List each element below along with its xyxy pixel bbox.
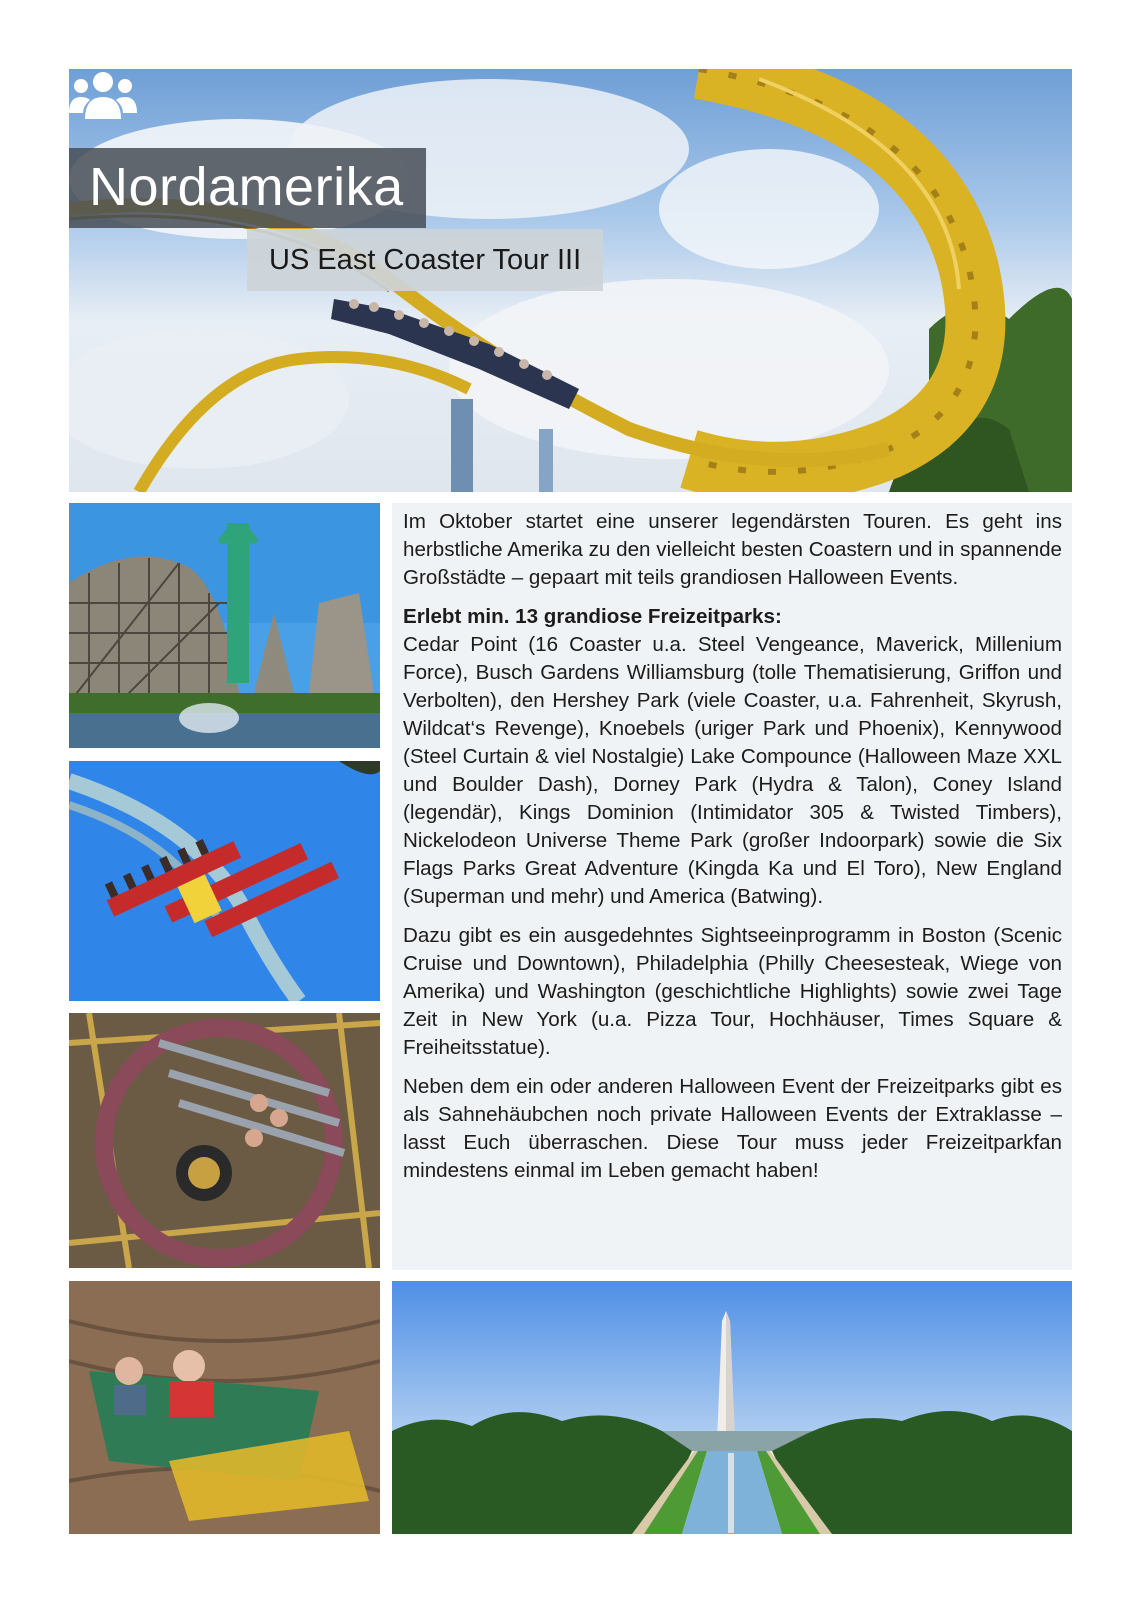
tour-description [392,503,1072,1270]
wooden-coaster-and-tower [69,503,380,748]
spinning-car-riders [69,1281,380,1534]
coaster-train-closeup [69,1013,380,1268]
halloween-paragraph: Neben dem ein oder anderen Halloween Event der Freizeitparks gibt es als Sahnehäubchen noch private Halloween Events der Extraklasse – lasst Euch überraschen. Diese Tour muss jeder Freizeitparkfan mindestens einmal im Leben gemacht haben! [403,1075,1062,1182]
subtitle-box [247,229,603,291]
page-subtitle: US East Coaster Tour III [269,244,582,276]
parks-list: Cedar Point (16 Coaster u.a. Steel Vengeance, Maverick, Millenium Force), Busch Gardens Williamsburg (tolle Thematisierung, Griffon und Verbolten), den Hershey Park (viele Coaster, u.a. Fahrenheit, Skyrush, Wildcat‘s Revenge), Knoebels (uriger Park und Phoenix), Kennywood (Steel Curtain & viel Nostalgie) Lake Compounce (Halloween Maze XXL und Boulder Dash), Dorney Park (Hydra & Talon), Coney Island (legendär), Kings Dominion (Intimidator 305 & Twisted Timbers), Nickelodeon Universe Theme Park (großer Indoorpark) sowie die Six Flags Parks Great Adventure (Kingda Ka und El Toro), New England (Superman und mehr) und America (Batwing). [403,633,1062,908]
flying-ride-photo [69,761,380,1001]
group-icon [69,69,137,121]
title-box [69,148,426,228]
washington-monument [392,1281,1072,1534]
coaster-closeup-photo [69,1013,380,1268]
riders-photo [69,1281,380,1534]
parks-paragraph [403,603,1062,911]
parks-heading: Erlebt min. 13 grandiose Freizeitparks: [403,605,782,628]
swinging-ride [69,761,380,1001]
page-title: Nordamerika [89,157,404,217]
sightseeing-paragraph: Dazu gibt es ein ausgedehntes Sightseeinprogramm in Boston (Scenic Cruise und Downtown), Philadelphia (Philly Cheesesteak, Wiege von Amerika) und Washington (geschichtliche Highlights) sowie zwei Tage Zeit in New York (u.a. Pizza Tour, Hochhäuser, Times Square & Freiheitsstatue). [403,924,1062,1059]
washington-photo [392,1281,1072,1534]
intro-paragraph: Im Oktober startet eine unserer legendärsten Touren. Es geht ins herbstliche Amerika zu den vielleicht besten Coastern und in spannende Großstädte – gepaart mit teils grandiosen Halloween Events. [403,510,1062,589]
wooden-coaster-photo [69,503,380,748]
hero-photo [69,69,1072,492]
